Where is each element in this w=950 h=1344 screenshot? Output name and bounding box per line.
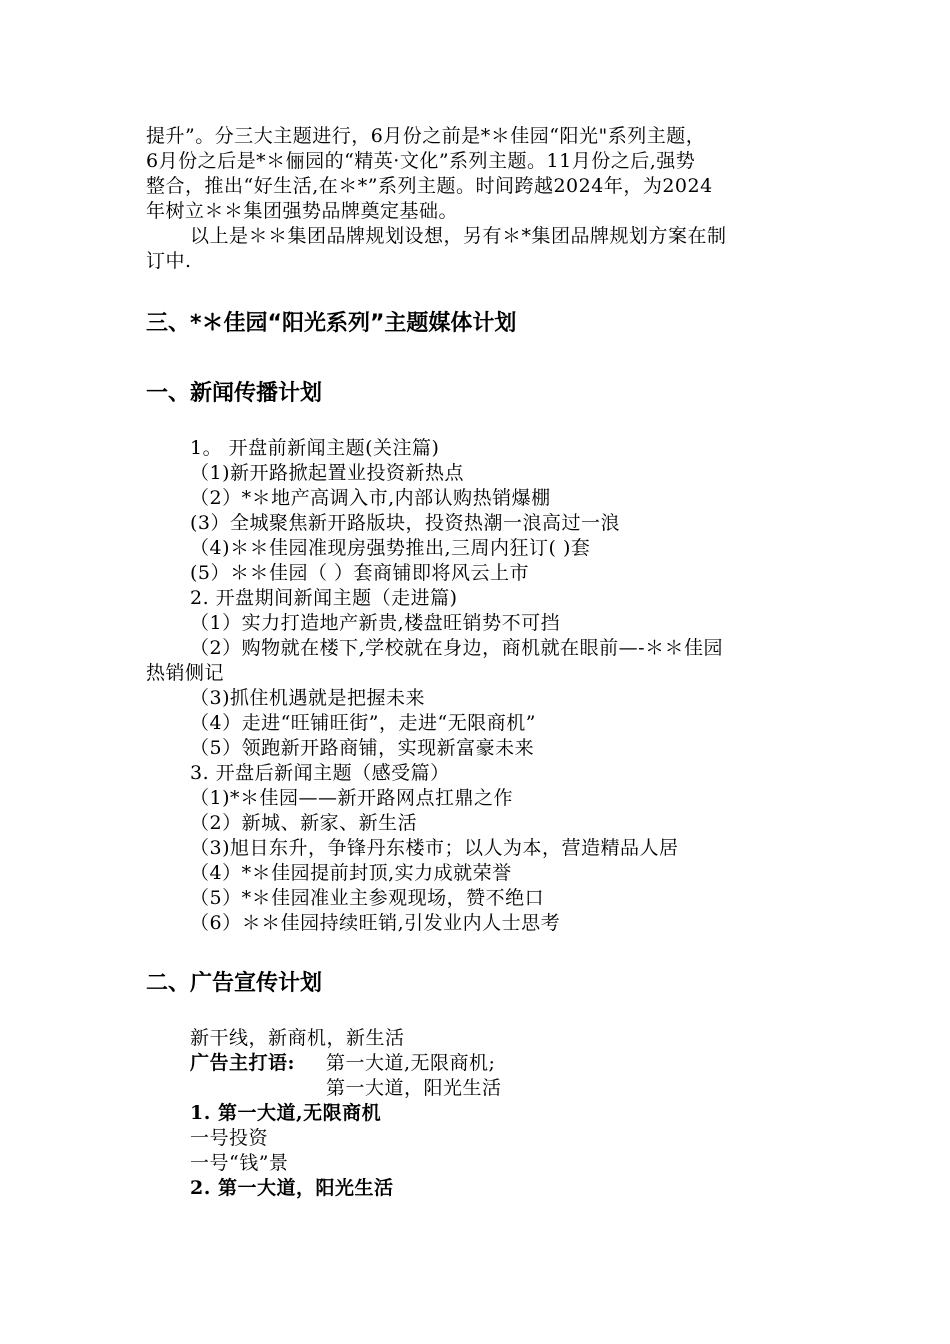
news-line: （1）实力打造地产新贵,楼盘旺销势不可挡 <box>190 612 561 634</box>
news-line: 1。 开盘前新闻主题(关注篇) <box>190 437 440 459</box>
news-line: 热销侧记 <box>146 662 225 684</box>
news-plan-heading: 一、新闻传播计划 <box>146 381 323 406</box>
ad-plan-heading: 二、广告宣传计划 <box>146 971 323 996</box>
slogan-line: 第一大道,无限商机; <box>326 1052 496 1074</box>
ad-item-title: 1. 第一大道,无限商机 <box>190 1102 382 1124</box>
news-line: （5）*＊佳园准业主参观现场，赞不绝口 <box>190 887 545 909</box>
news-line: （2）新城、新家、新生活 <box>190 812 418 834</box>
news-line: (5）＊＊佳园（ ）套商铺即将风云上市 <box>190 562 530 584</box>
news-line: （2）购物就在楼下,学校就在身边，商机就在眼前—-＊＊佳园 <box>190 637 724 659</box>
intro-line: 订中. <box>146 250 192 272</box>
intro-line: 6月份之后是*＊俪园的“精英·文化”系列主题。11月份之后,强势 <box>146 150 696 172</box>
intro-line: 提升”。分三大主题进行，6月份之前是*＊佳园“阳光"系列主题， <box>146 125 706 147</box>
news-line: （2）*＊地产高调入市,内部认购热销爆棚 <box>190 487 551 509</box>
intro-line: 以上是＊＊集团品牌规划设想，另有＊*集团品牌规划方案在制 <box>190 225 727 247</box>
slogan-label: 广告主打语: <box>190 1052 296 1074</box>
news-line: （5）领跑新开路商铺，实现新富豪未来 <box>190 737 535 759</box>
news-line: （6）＊＊佳园持续旺销,引发业内人士思考 <box>190 912 561 934</box>
section-heading: 三、*＊佳园“阳光系列”主题媒体计划 <box>146 311 517 336</box>
news-line: （4）走进“旺铺旺街”，走进“无限商机” <box>190 712 536 734</box>
news-line: 2. 开盘期间新闻主题（走进篇) <box>190 587 458 609</box>
intro-line: 整合，推出“好生活,在＊*”系列主题。时间跨越2024年，为2024 <box>146 175 713 197</box>
slogan-line: 第一大道，阳光生活 <box>326 1077 502 1099</box>
news-line: （3)抓住机遇就是把握未来 <box>190 687 426 709</box>
news-line: （4）*＊佳园提前封顶,实力成就荣誉 <box>190 862 512 884</box>
ad-tagline: 新干线，新商机，新生活 <box>190 1027 405 1049</box>
ad-item-line: 一号“钱”景 <box>190 1152 289 1174</box>
news-line: 3. 开盘后新闻主题（感受篇） <box>190 762 450 784</box>
news-line: （4)＊＊佳园准现房强势推出,三周内狂订( )套 <box>190 537 591 559</box>
ad-item-line: 一号投资 <box>190 1127 269 1149</box>
intro-line: 年树立＊＊集团强势品牌奠定基础。 <box>146 200 459 222</box>
news-line: （1)*＊佳园——新开路网点扛鼎之作 <box>190 787 514 809</box>
ad-item-title: 2. 第一大道，阳光生活 <box>190 1177 394 1199</box>
news-line: (3）全城聚焦新开路版块，投资热潮一浪高过一浪 <box>190 512 621 534</box>
news-line: （3)旭日东升，争锋丹东楼市；以人为本，营造精品人居 <box>190 837 679 859</box>
news-line: （1)新开路掀起置业投资新热点 <box>190 462 465 484</box>
